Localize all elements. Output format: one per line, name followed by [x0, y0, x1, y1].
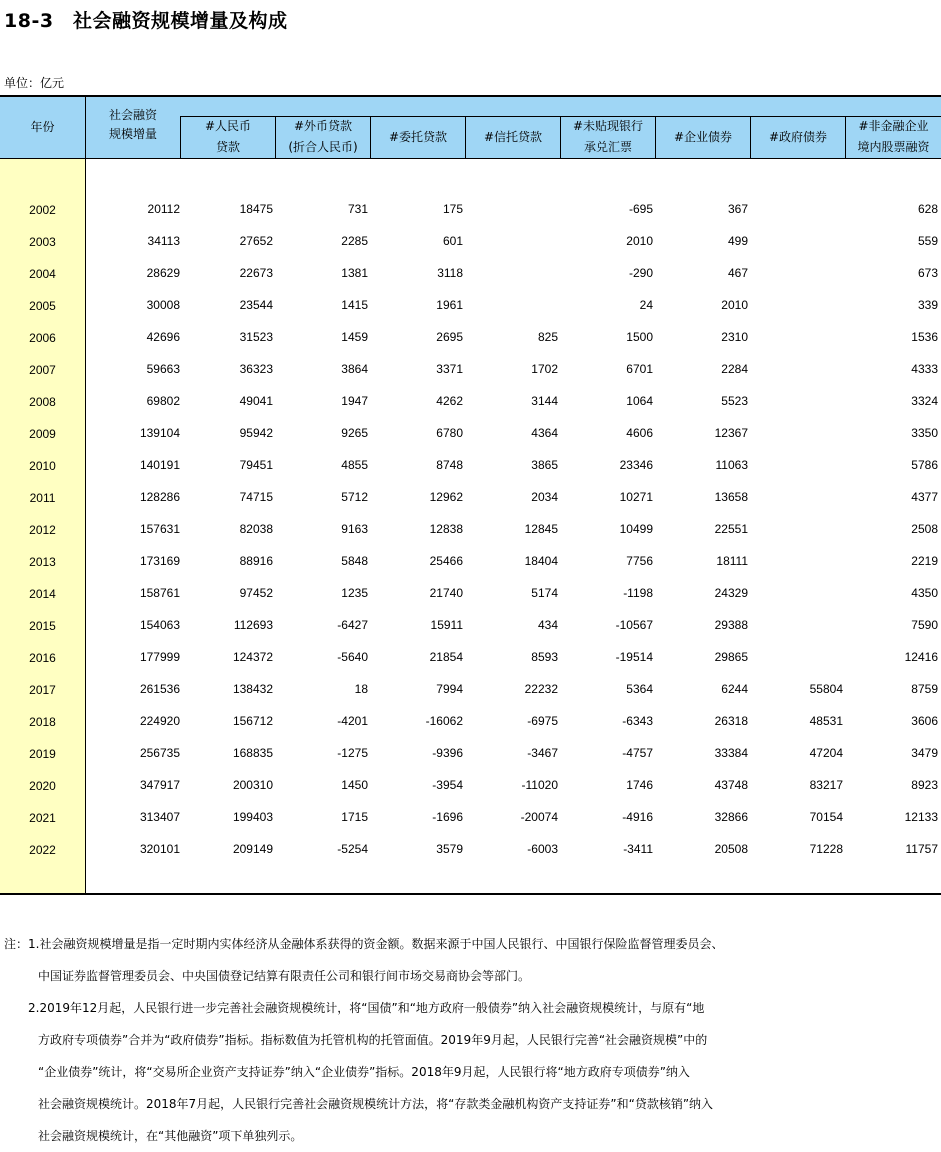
cell-total: 30008 — [146, 298, 180, 312]
cell-gov — [751, 425, 843, 441]
cell-year: 2006 — [29, 331, 56, 345]
cell-fx: 1715 — [341, 810, 368, 824]
header-gov: #政府债券 — [768, 130, 828, 144]
cell-trust: 22232 — [524, 682, 558, 696]
cell-gov: 70154 — [809, 810, 843, 824]
table-top-border — [0, 95, 941, 97]
cell-gov — [751, 553, 843, 569]
cell-gov — [751, 361, 843, 377]
cell-bills: -10567 — [615, 618, 653, 632]
cell-rmb: 82038 — [239, 522, 273, 536]
cell-entrusted: 8748 — [436, 458, 463, 472]
cell-bills: 1746 — [626, 778, 653, 792]
cell-corp: 467 — [727, 266, 748, 280]
cell-year: 2019 — [29, 747, 56, 761]
cell-gov — [751, 233, 843, 249]
cell-corp: 20508 — [714, 842, 748, 856]
note-line: 方政府专项债券”合并为“政府债券”指标。指标数值为托管机构的托管面值。2019年9月起，人民银行完善“社会融资规模”中的 — [38, 1033, 708, 1047]
cell-year: 2020 — [29, 779, 56, 793]
cell-fx: -5640 — [337, 650, 368, 664]
cell-total: 20112 — [147, 202, 180, 216]
cell-total: 128286 — [139, 490, 180, 504]
cell-entrusted: 21740 — [429, 586, 463, 600]
unit-label: 单位：亿元 — [4, 76, 65, 90]
cell-gov — [751, 393, 843, 409]
cell-fx: 3864 — [341, 362, 368, 376]
cell-entrusted: -9396 — [432, 746, 463, 760]
cell-equity: 2508 — [911, 522, 938, 536]
cell-total: 139104 — [139, 426, 180, 440]
cell-bills: 1064 — [626, 394, 653, 408]
cell-trust: 2034 — [531, 490, 558, 504]
cell-equity: 1536 — [911, 330, 938, 344]
cell-fx: 1450 — [341, 778, 368, 792]
cell-year: 2021 — [29, 811, 56, 825]
cell-equity: 3479 — [911, 746, 938, 760]
cell-gov — [751, 617, 843, 633]
header-equity-line1: #非金融企业 — [858, 119, 929, 133]
cell-total: 177999 — [139, 650, 180, 664]
cell-rmb: 138432 — [232, 682, 273, 696]
cell-fx: -6427 — [337, 618, 368, 632]
cell-rmb: 112693 — [233, 618, 273, 632]
page-title: 18-3 社会融资规模增量及构成 — [4, 10, 288, 32]
cell-gov — [751, 489, 843, 505]
cell-equity: 628 — [917, 202, 938, 216]
cell-corp: 499 — [727, 234, 748, 248]
cell-bills: -6343 — [622, 714, 653, 728]
cell-total: 59663 — [146, 362, 180, 376]
cell-trust: 1702 — [531, 362, 558, 376]
cell-fx: 9265 — [341, 426, 368, 440]
header-equity-line2: 境内股票融资 — [857, 140, 930, 154]
header-fx — [276, 116, 370, 158]
cell-year: 2007 — [29, 363, 56, 377]
cell-rmb: 95942 — [239, 426, 273, 440]
cell-bills: 6701 — [626, 362, 653, 376]
header-bills — [561, 116, 655, 158]
cell-trust — [466, 201, 558, 217]
cell-entrusted: 3579 — [436, 842, 463, 856]
cell-rmb: 209149 — [232, 842, 273, 856]
note-line: 社会融资规模统计，在“其他融资”项下单独列示。 — [38, 1129, 303, 1143]
cell-corp: 2284 — [721, 362, 748, 376]
header-fx-line2: (折合人民币) — [288, 140, 358, 154]
cell-fx: -1275 — [337, 746, 368, 760]
cell-trust: -6975 — [527, 714, 558, 728]
cell-corp: 18111 — [716, 554, 748, 568]
cell-trust: 434 — [537, 618, 558, 632]
cell-fx: 1459 — [341, 330, 368, 344]
cell-entrusted: 6780 — [436, 426, 463, 440]
cell-bills: 4606 — [626, 426, 653, 440]
cell-year: 2010 — [29, 459, 56, 473]
cell-entrusted: 2695 — [436, 330, 463, 344]
cell-year: 2004 — [29, 267, 56, 281]
header-trust: #信托贷款 — [483, 130, 543, 144]
cell-entrusted: 25466 — [429, 554, 463, 568]
cell-corp: 12367 — [714, 426, 748, 440]
cell-bills: -19514 — [615, 650, 653, 664]
cell-entrusted: 3371 — [436, 362, 463, 376]
cell-gov: 47204 — [809, 746, 843, 760]
cell-rmb: 156712 — [232, 714, 273, 728]
cell-rmb: 22673 — [239, 266, 273, 280]
cell-year: 2022 — [29, 843, 56, 857]
cell-bills: 1500 — [626, 330, 653, 344]
cell-equity: 339 — [917, 298, 938, 312]
cell-total: 34113 — [147, 234, 180, 248]
cell-fx: 731 — [347, 202, 368, 216]
cell-bills: 10271 — [619, 490, 653, 504]
cell-fx: 5712 — [341, 490, 368, 504]
cell-gov: 83217 — [809, 778, 843, 792]
cell-trust: 3865 — [531, 458, 558, 472]
cell-fx: 18 — [354, 682, 368, 696]
cell-trust: -3467 — [527, 746, 558, 760]
cell-bills: 23346 — [619, 458, 653, 472]
cell-trust: 12845 — [524, 522, 558, 536]
cell-gov — [751, 329, 843, 345]
cell-total: 28629 — [146, 266, 180, 280]
cell-fx: 5848 — [341, 554, 368, 568]
cell-year: 2018 — [29, 715, 56, 729]
cell-fx: 1415 — [341, 298, 368, 312]
cell-bills: -4757 — [622, 746, 653, 760]
cell-gov: 48531 — [809, 714, 843, 728]
cell-total: 256735 — [139, 746, 180, 760]
cell-gov: 55804 — [809, 682, 843, 696]
cell-fx: -4201 — [337, 714, 368, 728]
cell-rmb: 31523 — [239, 330, 273, 344]
header-rmb-line1: #人民币 — [204, 119, 252, 133]
cell-equity: 12133 — [904, 810, 938, 824]
cell-total: 173169 — [139, 554, 180, 568]
cell-rmb: 168835 — [232, 746, 273, 760]
note-line: 中国证券监督管理委员会、中央国债登记结算有限责任公司和银行间市场交易商协会等部门。 — [38, 969, 531, 983]
cell-bills: 24 — [639, 298, 653, 312]
cell-equity: 4333 — [911, 362, 938, 376]
cell-rmb: 49041 — [239, 394, 273, 408]
cell-corp: 22551 — [714, 522, 748, 536]
cell-trust: -11020 — [521, 778, 558, 792]
cell-rmb: 27652 — [239, 234, 273, 248]
cell-year: 2015 — [29, 619, 56, 633]
cell-total: 140191 — [139, 458, 180, 472]
cell-bills: -1198 — [623, 586, 653, 600]
cell-year: 2009 — [29, 427, 56, 441]
cell-entrusted: 21854 — [429, 650, 463, 664]
cell-trust: 8593 — [531, 650, 558, 664]
cell-entrusted: 12838 — [429, 522, 463, 536]
cell-equity: 8759 — [911, 682, 938, 696]
cell-equity: 3606 — [911, 714, 938, 728]
cell-fx: 9163 — [341, 522, 368, 536]
cell-bills: 7756 — [626, 554, 653, 568]
cell-corp: 13658 — [714, 490, 748, 504]
cell-equity: 8923 — [911, 778, 938, 792]
cell-bills: 2010 — [626, 234, 653, 248]
cell-trust: 3144 — [531, 394, 558, 408]
cell-equity: 2219 — [911, 554, 938, 568]
cell-fx: 1947 — [341, 394, 368, 408]
cell-total: 69802 — [146, 394, 180, 408]
header-total — [86, 106, 180, 144]
cell-entrusted: -16062 — [425, 714, 463, 728]
cell-total: 224920 — [139, 714, 180, 728]
cell-corp: 6244 — [721, 682, 748, 696]
cell-year: 2002 — [29, 203, 56, 217]
header-total-line2: 规模增量 — [108, 127, 157, 141]
cell-bills: 5364 — [626, 682, 653, 696]
cell-year: 2005 — [29, 299, 56, 313]
cell-entrusted: 4262 — [436, 394, 463, 408]
cell-equity: 673 — [917, 266, 938, 280]
cell-trust: 825 — [537, 330, 558, 344]
note-line: “企业债券”统计，将“交易所企业资产支持证券”纳入“企业债券”指标。2018年9月起，人民银行将“地方政府专项债券”纳入 — [38, 1065, 690, 1079]
cell-trust: -6003 — [527, 842, 558, 856]
cell-year: 2013 — [29, 555, 56, 569]
cell-equity: 4350 — [911, 586, 938, 600]
header-bills-line1: #未贴现银行 — [572, 119, 644, 133]
header-equity — [846, 116, 941, 158]
cell-trust — [466, 233, 558, 249]
cell-year: 2011 — [29, 491, 56, 505]
note-line: 注：1.社会融资规模增量是指一定时期内实体经济从金融体系获得的资金额。数据来源于中国人民银行、中国银行保险监督管理委员会、 — [4, 937, 724, 951]
header-total-line1: 社会融资 — [108, 108, 157, 122]
cell-corp: 367 — [727, 202, 748, 216]
cell-gov: 71228 — [809, 842, 843, 856]
cell-entrusted: 15911 — [430, 618, 463, 632]
cell-total: 261536 — [139, 682, 180, 696]
cell-year: 2016 — [29, 651, 56, 665]
cell-corp: 43748 — [714, 778, 748, 792]
cell-rmb: 200310 — [232, 778, 273, 792]
cell-corp: 32866 — [714, 810, 748, 824]
cell-trust — [466, 297, 558, 313]
cell-gov — [751, 201, 843, 217]
cell-total: 42696 — [146, 330, 180, 344]
cell-corp: 5523 — [721, 394, 748, 408]
cell-bills: -290 — [628, 266, 653, 280]
cell-entrusted: 1961 — [436, 298, 463, 312]
cell-equity: 4377 — [911, 490, 938, 504]
cell-bills: -4916 — [622, 810, 653, 824]
cell-fx: 4855 — [341, 458, 368, 472]
cell-trust: 18404 — [524, 554, 558, 568]
cell-bills: -3411 — [623, 842, 653, 856]
header-entrusted: #委托贷款 — [388, 130, 448, 144]
cell-gov — [751, 457, 843, 473]
cell-year: 2014 — [29, 587, 56, 601]
cell-rmb: 36323 — [239, 362, 273, 376]
cell-fx: 1381 — [341, 266, 368, 280]
cell-fx: 1235 — [341, 586, 368, 600]
cell-equity: 12416 — [904, 650, 938, 664]
cell-entrusted: 601 — [442, 234, 463, 248]
table-bottom-border — [0, 893, 941, 895]
cell-fx: -5254 — [337, 842, 368, 856]
cell-equity: 7590 — [911, 618, 938, 632]
cell-year: 2017 — [29, 683, 56, 697]
cell-gov — [751, 521, 843, 537]
cell-rmb: 23544 — [239, 298, 273, 312]
cell-total: 313407 — [139, 810, 180, 824]
cell-corp: 2010 — [721, 298, 748, 312]
cell-rmb: 199403 — [232, 810, 273, 824]
header-rmb-line2: 贷款 — [215, 140, 240, 154]
cell-entrusted: 175 — [442, 202, 463, 216]
cell-corp: 24329 — [714, 586, 748, 600]
cell-corp: 26318 — [714, 714, 748, 728]
header-bills-line2: 承兑汇票 — [583, 140, 632, 154]
cell-total: 154063 — [139, 618, 180, 632]
note-line: 社会融资规模统计。2018年7月起，人民银行完善社会融资规模统计方法，将“存款类金融机构资产支持证券”和“贷款核销”纳入 — [38, 1097, 714, 1111]
cell-corp: 11063 — [715, 458, 748, 472]
cell-entrusted: 3118 — [437, 266, 463, 280]
cell-entrusted: -3954 — [432, 778, 463, 792]
cell-gov — [751, 649, 843, 665]
cell-trust: 5174 — [531, 586, 558, 600]
header-bottom-border — [0, 158, 941, 159]
cell-equity: 11757 — [905, 842, 938, 856]
cell-year: 2008 — [29, 395, 56, 409]
cell-entrusted: 12962 — [429, 490, 463, 504]
cell-equity: 559 — [917, 234, 938, 248]
cell-fx: 2285 — [341, 234, 368, 248]
cell-rmb: 88916 — [239, 554, 273, 568]
header-fx-line1: #外币贷款 — [293, 119, 353, 133]
cell-corp: 33384 — [714, 746, 748, 760]
header-corp: #企业债券 — [673, 130, 733, 144]
cell-entrusted: 7994 — [436, 682, 463, 696]
cell-bills: -695 — [628, 202, 653, 216]
cell-corp: 2310 — [721, 330, 748, 344]
cell-trust — [466, 265, 558, 281]
cell-rmb: 18475 — [239, 202, 273, 216]
cell-entrusted: -1696 — [432, 810, 463, 824]
header-year: 年份 — [30, 120, 55, 134]
cell-year: 2003 — [29, 235, 56, 249]
note-line: 2.2019年12月起，人民银行进一步完善社会融资规模统计，将“国债”和“地方政府一般债券”纳入社会融资规模统计，与原有“地 — [28, 1001, 705, 1015]
cell-gov — [751, 265, 843, 281]
cell-rmb: 74715 — [239, 490, 273, 504]
header-rmb — [181, 116, 275, 158]
cell-gov — [751, 297, 843, 313]
cell-total: 158761 — [139, 586, 180, 600]
cell-rmb: 97452 — [239, 586, 273, 600]
cell-trust: -20074 — [520, 810, 558, 824]
cell-total: 347917 — [139, 778, 180, 792]
cell-equity: 3350 — [911, 426, 938, 440]
cell-corp: 29865 — [714, 650, 748, 664]
cell-total: 320101 — [139, 842, 180, 856]
cell-rmb: 79451 — [239, 458, 273, 472]
cell-gov — [751, 585, 843, 601]
cell-year: 2012 — [29, 523, 56, 537]
cell-equity: 5786 — [911, 458, 938, 472]
cell-corp: 29388 — [714, 618, 748, 632]
cell-total: 157631 — [139, 522, 180, 536]
cell-equity: 3324 — [911, 394, 938, 408]
cell-bills: 10499 — [619, 522, 653, 536]
cell-trust: 4364 — [531, 426, 558, 440]
cell-rmb: 124372 — [232, 650, 273, 664]
